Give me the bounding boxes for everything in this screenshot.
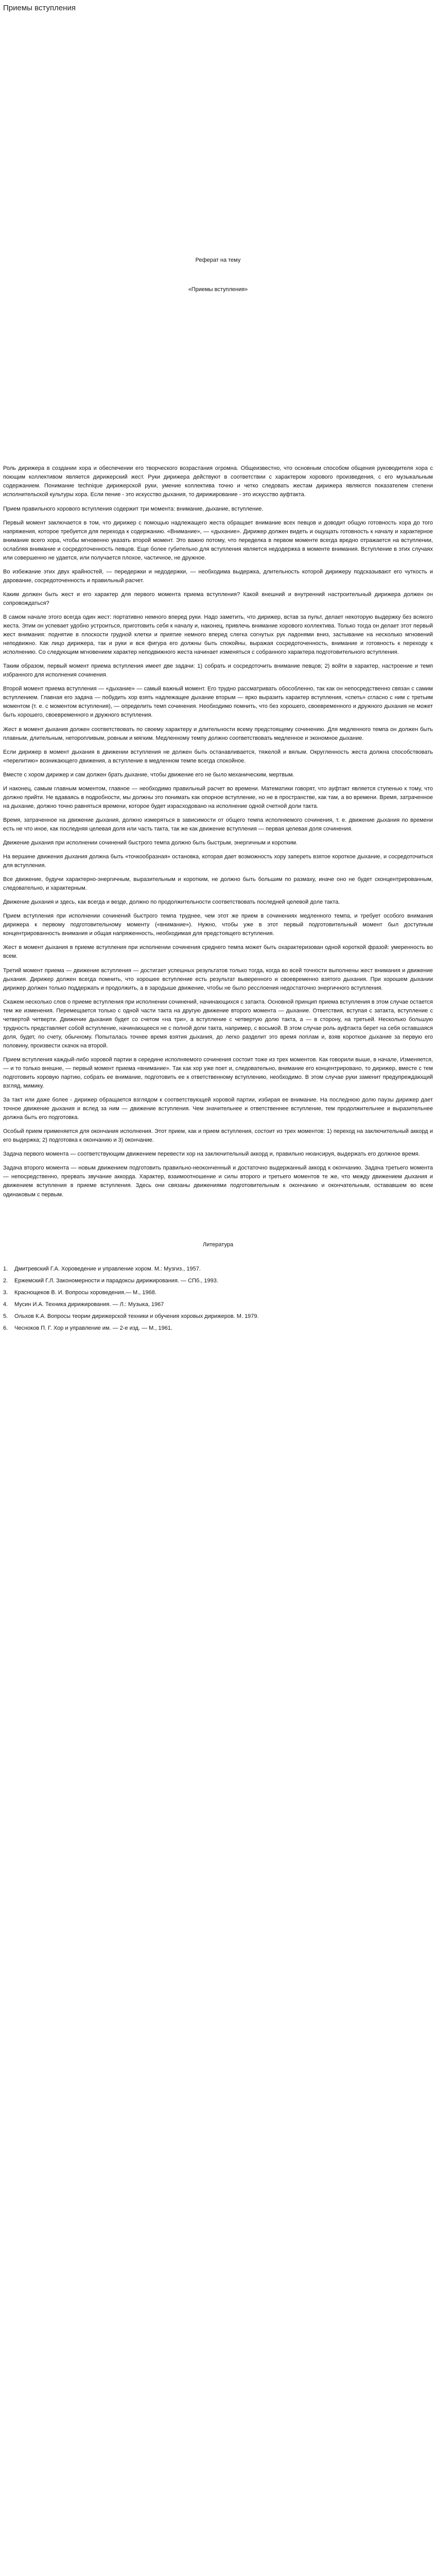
page-title: Приемы вступления bbox=[3, 4, 76, 12]
body-paragraph: Прием правильного хорового вступления содержит три момента: внимание, дыхание, вступление. bbox=[3, 505, 264, 512]
literature-item-number: 3. bbox=[3, 1289, 8, 1296]
literature-item-text: Чесноков П. Г. Хор и управление им. — 2-е изд. — М., 1961. bbox=[14, 1325, 172, 1331]
body-paragraph: На вершине движения дыхания должна быть «точкообразная» остановка, которая дает возможность хору запереть взятое короткое дыхание, и сосредоточиться для вступления. bbox=[3, 854, 433, 869]
literature-gap bbox=[3, 1205, 433, 1241]
body-paragraph: Первый момент заключается в том, что дирижер с помощью надлежащего жеста обращает внимание всех певцов и доводит общую готовность хора до того напряжения, которое требуется для перехода к содержанию. «Внимание», — «дыхание». Дирижер должен видеть и ощущать готовность к началу и характерное внимание всего хора, чтобы мгновенно указать второй момент. Это важно потому, что переделка в первом моменте всегда вредно отражается на вступлении, ослабляя внимание и сосредоточенность певцов. Еще более губительно для вступления является недодержка в моменте внимания. Вступление в этих случаях или совершенно не удается, или получается плохое, частичное, не дружное. bbox=[3, 519, 433, 561]
body-paragraph: Задача второго момента — новым движением подготовить правильно-неоконченный и достаточно выдержанный аккорд к окончанию. Задача третьего момента — непосредственно, прервать звучание аккорда. Характер, взаимоотношение и силы второго и третьего моментов те же, что между движением дыхания и движением вступления в приеме вступления. Здесь они связаны движениями подготовительным к окончанию и окончательным, остававшем во всем одинаковым с первым. bbox=[3, 1165, 433, 1198]
body-paragraph: Скажем несколько слов о приеме вступления при исполнении сочинений, начинающихся с затакта. Основной принцип приема вступления в этом случае остается тем же изменения. Перемещается только с одной части такта на другую движение второго момента — дыхание. Ответствия, вступая с затакта, вступление с четвертой четверти. Движение дыхания будет со счетом «на три», а вступление с четвертую долю такта, а — в сторону, на третьей. Несколько большую трудность представляет собой вступление, начинающееся не с полной доли такта, например, с восьмой. В этом случае роль ауфтакта берет на себя оставшаяся доля, будет, по счету, обычному. Попыталась точнее время взятия дыхания, до легко разделит это время поплам и, взяв короткое дыхание за первую его половину, произвести скачок на второй. bbox=[3, 998, 433, 1049]
literature-item-text: Краснощеков В. И. Вопросы хороведения.— М., 1968. bbox=[14, 1289, 156, 1296]
literature-item bbox=[3, 1300, 433, 1309]
body-paragraph: Роль дирижера в создании хора и обеспечении его творческого возрастания огромна. Общеизвестно, что основным способом общения руководителя хора с поющим коллективом является дирижерский жест. Руки дирижера действуют в соответствии с характером хорового произведения, с его музыкальным содержанием. Понимание technique дирижерской руки, умение коллектива точно и четко следовать жестам дирижера являются показателем степени исполнительской культуры хора. Если пение - это искусство дыхания, то дирижирование - это искусство ауфтакта. bbox=[3, 465, 433, 498]
body-paragraph: Если дирижер в момент дыхания в движении вступления не должен быть останавливается, тяжелой и вялым. Округленность жеста должна способствовать «перелитию» возникающего движения, а вступление в медленном темпе всегда спокойное. bbox=[3, 749, 433, 764]
body-paragraph: Все движение, будучи характерно-энергичным, выразительным и коротким, не должно быть большим по размаху, иначе оно не будет сконцентрированным, следовательно, и характерным. bbox=[3, 876, 433, 892]
literature-item bbox=[3, 1265, 433, 1274]
body-paragraph: Движение дыхания и здесь, как всегда и везде, должно по продолжительности соответствовать последней целевой доле такта. bbox=[3, 899, 340, 906]
literature-item-number: 4. bbox=[3, 1301, 8, 1308]
body-paragraph: Второй момент приема вступления — «дыхание» — самый важный момент. Его трудно рассматривать обособленно, так как он непосредственно связан с самим вступлением. Главная его задача — побудить хор взять надлежащее дыхание вторым — ярко выразить характер вступления, «спеть» сгласно с ним с третьим моментом (т. е. с моментом вступления), — определить темп сочинения. Необходимо помнить, что без хорошего, своевременного и дружного дыхания не может быть хорошего, своевременного и дружного вступления. bbox=[3, 686, 433, 719]
top-spacer bbox=[3, 14, 433, 256]
essay-theme: «Приемы вступления» bbox=[188, 286, 248, 293]
literature-item-text: Ержемский Г.Л. Закономерности и парадоксы дирижирования. — СПб., 1993. bbox=[14, 1277, 218, 1284]
literature-list bbox=[3, 1265, 433, 1333]
body-paragraph: Жест в момент дыхания в приеме вступления при исполнении сочинения среднего темпа может быть охарактеризован одной короткой фразой: умеренность во всем. bbox=[3, 944, 433, 960]
literature-item-text: Мусин И.А. Техника дирижирования. — Л.: Музыка, 1967 bbox=[14, 1301, 164, 1308]
body-paragraph: Таким образом, первый момент приема вступления имеет две задачи: 1) собрать и сосредоточить внимание певцов; 2) войти в характер, настроение и темп избранного для исполнения сочинения. bbox=[3, 663, 433, 679]
literature-heading: Литература bbox=[202, 1241, 234, 1248]
body-paragraph: Третий момент приема — движение вступления — достигает успешных результатов только тогда, когда во всей точности выполнены жест внимания и движение дыхания. Дирижер должен всегда помнить, что хорошее вступление есть результат выверенного и своевременно взятого дыхания. При хорошем дыхании дирижер должен только поддержать и продолжить, а в зародыше движение, чтобы не было ресслоения недостаточно энергичного вступления. bbox=[3, 967, 433, 991]
body-paragraph: Во избежание этих двух крайностей, — передержки и недодержки, — необходима выдержка, длительность которой дирижеру подсказывают его чуткость и дарование, сосредоточенность и правильный расчет. bbox=[3, 568, 433, 584]
literature-item bbox=[3, 1277, 433, 1285]
title-bottom-spacer bbox=[3, 294, 433, 464]
literature-item-number: 2. bbox=[3, 1277, 8, 1284]
essay-body bbox=[3, 464, 433, 1199]
literature-item-text: Ольхов К.А. Вопросы теории дирижерской техники и обучения хоровых дирижеров. М. 1979. bbox=[14, 1313, 259, 1319]
literature-item bbox=[3, 1324, 433, 1333]
title-gap bbox=[3, 265, 433, 285]
essay-label: Реферат на тему bbox=[195, 257, 241, 264]
body-paragraph: И наконец, самым главным моментом, главное — необходимо правильный расчет во времени. Математики говорят, что ауфтакт является ступенью к тому, что должно прийти. Не вдаваясь в подробности, мы должны это понимать как опорное вступление, но не в пространстве, как там, а во времени. Время, затраченное на дыхание, должно точно равняться времени, которое будет израсходовано на исполнение одной счетной доли такта. bbox=[3, 785, 433, 809]
literature-item-text: Дмитревский Г.А. Хороведение и управление хором. М.: Музгиз., 1957. bbox=[14, 1265, 201, 1272]
body-paragraph: Каким должен быть жест и его характер для первого момента приема вступления? Какой внешний и внутренний настроительный дирижера должен он сопровождаться? bbox=[3, 591, 433, 606]
literature-item bbox=[3, 1312, 433, 1321]
literature-item-number: 6. bbox=[3, 1325, 8, 1331]
body-paragraph: Время, затраченное на движение дыхания, должно измеряться в зависимости от общего темпа исполняемого сочинения, т. е. движение дыхания по времени есть не что иное, как последняя целевая доля или часть такта, так же как движение вступления — первая целевая доля сочинения. bbox=[3, 817, 433, 832]
literature-item-number: 5. bbox=[3, 1313, 8, 1319]
body-paragraph: Движение дыхания при исполнении сочинений быстрого темпа должно быть быстрым, энергичным и коротким. bbox=[3, 839, 298, 846]
literature-item-number: 1. bbox=[3, 1265, 8, 1272]
body-paragraph: Особый прием применяется для окончания исполнения. Этот прием, как и прием вступления, состоит из трех моментов: 1) переход на заключительный аккорд и его выдержка; 2) подготовка к окончанию и 3) окончание. bbox=[3, 1128, 433, 1144]
literature-item bbox=[3, 1289, 433, 1297]
body-paragraph: За такт или даже более - дирижер обращается взглядом к соответствующей хоровой партии, избирая ее внимание. На последнюю долю паузы дирижер дает точное движение дыхания и вслед за ним — движение вступления. Чем значительнее и ответственнее вступление, тем продолжительнее и выразительнее должна быть его подготовка. bbox=[3, 1097, 433, 1121]
body-paragraph: Прием вступления каждый-либо хоровой партии в середине исполняемого сочинения состоит тоже из трех моментов. Как говорили выше, в начале, Изменяется, — и то только внешне, — первый момент приема «внимание». Так как хор уже поет и, следовательно, внимание его концентрировано, то дирижер, вместе с тем подготовить хоровую партию, собрать ее внимание, подготовить ее к ответственному вступлению, необходимо. В этом случае руки заменит предупреждающий взгляд, мимику. bbox=[3, 1056, 433, 1090]
body-paragraph: Вместе с хором дирижер и сам должен брать дыхание, чтобы движение его не было механическим, мертвым. bbox=[3, 771, 294, 778]
body-paragraph: Жест в момент дыхания должен соответствовать по своему характеру и длительности всему предстоящему сочинению. Для медленного темпа он должен быть плавным, длительным, неторопливым, ровным и мягким. Медленному темпу должно соответствовать медленное и экономное дыхание. bbox=[3, 726, 433, 741]
body-paragraph: В самом начале этого всегда один жест: портативно немного вперед руки. Надо заметить, что дирижер, встав за пульт, делает некоторую выдержку без всякого жеста. Этим он успевает удобно устроиться, приготовить себя к началу и, наконец, привлечь внимание хорового коллектива. Только тогда он делает этот первый жест внимания: поднятие в плоскости грудной клетки и приятие немного вперед слегка согнутых рук ладонями вниз, застывание на несколько мгновений неподвижно. Как лицо дирижера, так и руки и вся фигура его должны быть спокойны, выражая сосредоточенность, внимание и готовность к переходу к исполнению. Со следующим мгновением характер неподвижного жеста начинает изменяться с собранного характера подготовительного вступления. bbox=[3, 614, 433, 656]
body-paragraph: Задача первого момента — соответствующим движением перевести хор на заключительный аккорд и, правильно нюансируя, выдержать его должное время. bbox=[3, 1151, 420, 1158]
body-paragraph: Прием вступления при исполнении сочинений быстрого темпа труднее, чем этот же прием в сочинениях медленного темпа, и требует особого внимания дирижера к первому подготовительному моменту («внимание»). Нужно, чтобы уже в этот первый подготовительный момент был доступным концентрированность внимания и общая напряженность, необходимая для предстоящего вступления. bbox=[3, 913, 433, 937]
